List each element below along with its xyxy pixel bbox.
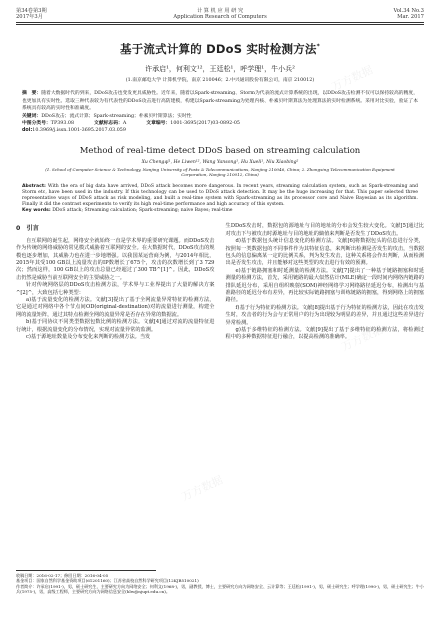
journal-name-zh: 计 算 机 应 用 研 究 bbox=[196, 8, 244, 14]
body-paragraph: 针对传统网络层的DDoS攻击检测方法，学术界与工业界提出了大量的解决方案^[2]^，大致包括七种类型： bbox=[16, 282, 215, 296]
paper-title bbox=[16, 41, 424, 57]
document-code bbox=[94, 120, 126, 127]
keywords-text: DDoS攻击；流式计算；Spark-streaming；朴素贝叶斯算法；实时性 bbox=[41, 114, 192, 120]
volume-issue-en: Vol.34 No.3 bbox=[393, 8, 424, 14]
english-abstract-label: Abstract: bbox=[22, 183, 46, 189]
section-heading-intro: 0 引言 bbox=[16, 225, 39, 233]
watermark: 万方数据 bbox=[59, 243, 105, 274]
english-keywords-text: DDoS attack; Streaming calculation; Spark-streaming; naive Bayes; real-time bbox=[52, 208, 233, 214]
date-en: Mar. 2017 bbox=[397, 14, 424, 21]
clc-label: 中图分类号： bbox=[22, 121, 51, 127]
doi-value: 10.3969/j.issn.1001-3695.2017.03.059 bbox=[32, 128, 126, 134]
article-label: 文章编号： bbox=[146, 121, 171, 127]
english-abstract-text: With the era of big data have arrived, DDoS attack becomes more dangerous. In recent years, streaming calculation system, such as Spark-streaming and Storm etc, have been used in the industry. If this technology can be used to DDoS attack detection. It may be the huge increasing for that. This paper selected three representative ways of DDoS attack as risk modeling, and built a real-time system with Spark-streaming as its processor core and Naive Bayesian as its algorithm. Finally it did the contrast experiments to verify its high real-time performance and high accuracy of this system. bbox=[22, 183, 418, 208]
clc-value: TP393.08 bbox=[50, 121, 75, 127]
doi-label: doi: bbox=[22, 128, 33, 134]
body-paragraph: d)基于数据包头统计信息变化的检测方法。文献[6]将数据包头的信息进行分类，按照每一类数据包的不同事件作为其特征信息，来判断出检测是否发生的攻击，当数据包头的信息偏离某一定的比例关系，判为发生攻击，这种关系将会作出判断，从而检测出是否发生攻击，并且能够对这些类型的攻击进行有效的预测。 bbox=[225, 238, 424, 267]
doc-value: A bbox=[122, 121, 127, 127]
header-rule bbox=[16, 22, 424, 23]
doi-line bbox=[16, 127, 424, 134]
body-paragraph: f)基于行为特征的检测方法。文献[8]提出基于行为特征的检测方法，因此在攻击发生时，攻击者的行为会与正常用户的行为出现较为明显的差异，并且通过这些差异进行异常检测。 bbox=[225, 304, 424, 326]
abstract-text: 随着大数据时代的到来，DDoS攻击也变发更具威胁性。近年来，随着以Spark-streaming、Storm为代表的流式计算系统的出现，以DDoS攻击检测不仅可以保持较高的精度，也更加具有实时性。选取三种代表较为有代表性的DDoS攻击进行高防建模，构建以Spark-streaming为处理内核、朴素贝叶斯算法为处理算法的实时检测系统。采用对比实验，验证了本系统具有较高的实时性和准确度。 bbox=[22, 91, 418, 111]
footnote-bio: 作者简介：许承启(1991-)，男，硕士研究生，主要研究方向为网络安全；何利文(1968-)，男，副教授，博士，主要研究方向为网络安全、云计算等；王廷松(1991-)，男，硕士研究生；呼学理(1990-)，男，硕士研究生；牛小兵(1975-)，男，高级工程师，主要研究方向为网络信息安全(hlw@njupt.edu.cn)。 bbox=[16, 583, 424, 595]
article-number bbox=[146, 120, 240, 127]
footnote-received: 收稿日期：2016-02-17；修回日期：2016-04-05 bbox=[16, 573, 109, 578]
body-paragraph: 生DDoS攻击时，数据包的源地址与目的地址的分布会发生较大变化。文献[5]通过比对攻击下与被攻击时源地址与目的地址的熵值来判断是否发生了DDoS攻击。 bbox=[225, 223, 424, 237]
article-value: 1001-3695(2017)03-0892-05 bbox=[170, 121, 240, 127]
clc-number bbox=[22, 120, 74, 127]
english-authors: Xu Chengqi¹, He Liwen¹², Wang Yansong¹, Hu Xueli¹, Niu Xiaobing² bbox=[141, 160, 299, 166]
body-right-column bbox=[226, 223, 425, 342]
volume-issue-zh: 第34卷第3期 bbox=[16, 8, 47, 14]
header-rule-thin bbox=[16, 24, 424, 25]
body-left-column bbox=[16, 223, 215, 342]
date-zh: 2017年3月 bbox=[16, 14, 43, 21]
english-title: Method of real-time detect DDoS based on streaming calculation bbox=[79, 146, 361, 157]
watermark: 万方数据 bbox=[339, 323, 385, 354]
body-paragraph: 自互联网的诞生起，网络安全就始终一直是学术界的重要研究课题。而DDoS攻击作为传统的网络威胁的常见模式威胁着互联网的安全。在大数据时代，DDoS攻击的规模也逐步增加，其威胁力也在进一步地增强。以我国某运营商为例，与2014年相比，2015年其受100 GB以上流量攻击的IP数增长了675个，攻击的次数增长到了3 729次；然而这样，100 GB以上的攻击总量已经超过了300 TB^[1]^。因此，DDoS攻击仍然是威胁当前互联网安全的主要威胁之一。 bbox=[16, 237, 215, 281]
body-paragraph: c)基于源地址数量及分布变化来判断的检测方法。当发 bbox=[26, 333, 151, 340]
watermark: 万方数据 bbox=[329, 63, 375, 94]
abstract-zh bbox=[16, 90, 424, 112]
paper-title-text: 基于流式计算的 DDoS 实时检测方法 bbox=[120, 42, 317, 57]
header-center bbox=[173, 8, 266, 20]
running-header bbox=[16, 8, 424, 20]
body-paragraph: e)基于链路拥塞和时延测量的检测方法。文献[7]提出了一种基于链路拥塞和时延测量的检测方法，首先，采用链路的最大似然估计(MLE)确定一段时间内网络内链路的排队延迟分布，采用自组织映射(SOM)神经网络学习网络路径延迟分布，检测出与基准路径的延迟分布有差异，再比较实际链路拥塞与训练链路的拥塞，得到网络上的拥塞路径。 bbox=[225, 267, 424, 304]
english-abstract bbox=[16, 184, 424, 208]
english-affiliation: (1. School of Computer Science & Technology, Nanjing University of Posts & Telecommunications, Nanjing 210046, China; 2. Zhongxing Telecommunication Equipment Corporation, Nanjing 210012, China) bbox=[45, 167, 395, 178]
english-keywords-label: Key words: bbox=[22, 208, 51, 214]
classification-line bbox=[16, 120, 424, 127]
body-paragraph: b)基于同协议不同类型数据包数比例的检测方法。文献[4]通过对流的流量特征进行统计，根据流量变化的分布情况，实现对流量异常的监测。 bbox=[16, 319, 215, 333]
doc-label: 文献标志码： bbox=[94, 121, 123, 127]
body-paragraph: a)基于流量变化的检测方法。文献[3]提出了基于全网流量异常特征的检测方法，它是通过对网络中各个节点间OD(original-destination)对的流量进行测量，构建全网的流量矩阵，通过其特点检测全网的流量异常是否存在异常的数据流。 bbox=[16, 296, 215, 318]
journal-name-en: Application Research of Computers bbox=[173, 14, 267, 21]
body-columns bbox=[16, 223, 424, 342]
keywords-label: 关键词： bbox=[22, 114, 42, 120]
keywords-zh bbox=[16, 113, 424, 120]
author-list: 许承启¹，何利文¹²，王廷松¹，呼学理¹，牛小兵² bbox=[145, 65, 295, 74]
footnote-fund: 基金项目：国家自然科学基金资助项目(61201160)；江苏省高校自然科学研究项目(12KJB510021) bbox=[16, 578, 199, 584]
header-left bbox=[16, 8, 47, 20]
abstract-label: 摘 要： bbox=[22, 91, 42, 97]
affiliation: (1.南京邮电大学 计算机学院，南京 210046；2.中兴通讯股份有限公司，南京 210012) bbox=[125, 78, 315, 84]
english-keywords bbox=[16, 208, 424, 214]
header-right bbox=[394, 8, 424, 20]
watermark: 万方数据 bbox=[179, 473, 225, 504]
footnote-rule bbox=[16, 570, 156, 571]
title-footnote-mark: * bbox=[316, 43, 320, 51]
footnote bbox=[16, 573, 424, 595]
body-paragraph: g)基于多维特征的检测方法。文献[9]提出了基于多维特征的检测方法，将检测过程中的多种数据特征进行融合，以提高检测的准确率。 bbox=[225, 326, 424, 341]
